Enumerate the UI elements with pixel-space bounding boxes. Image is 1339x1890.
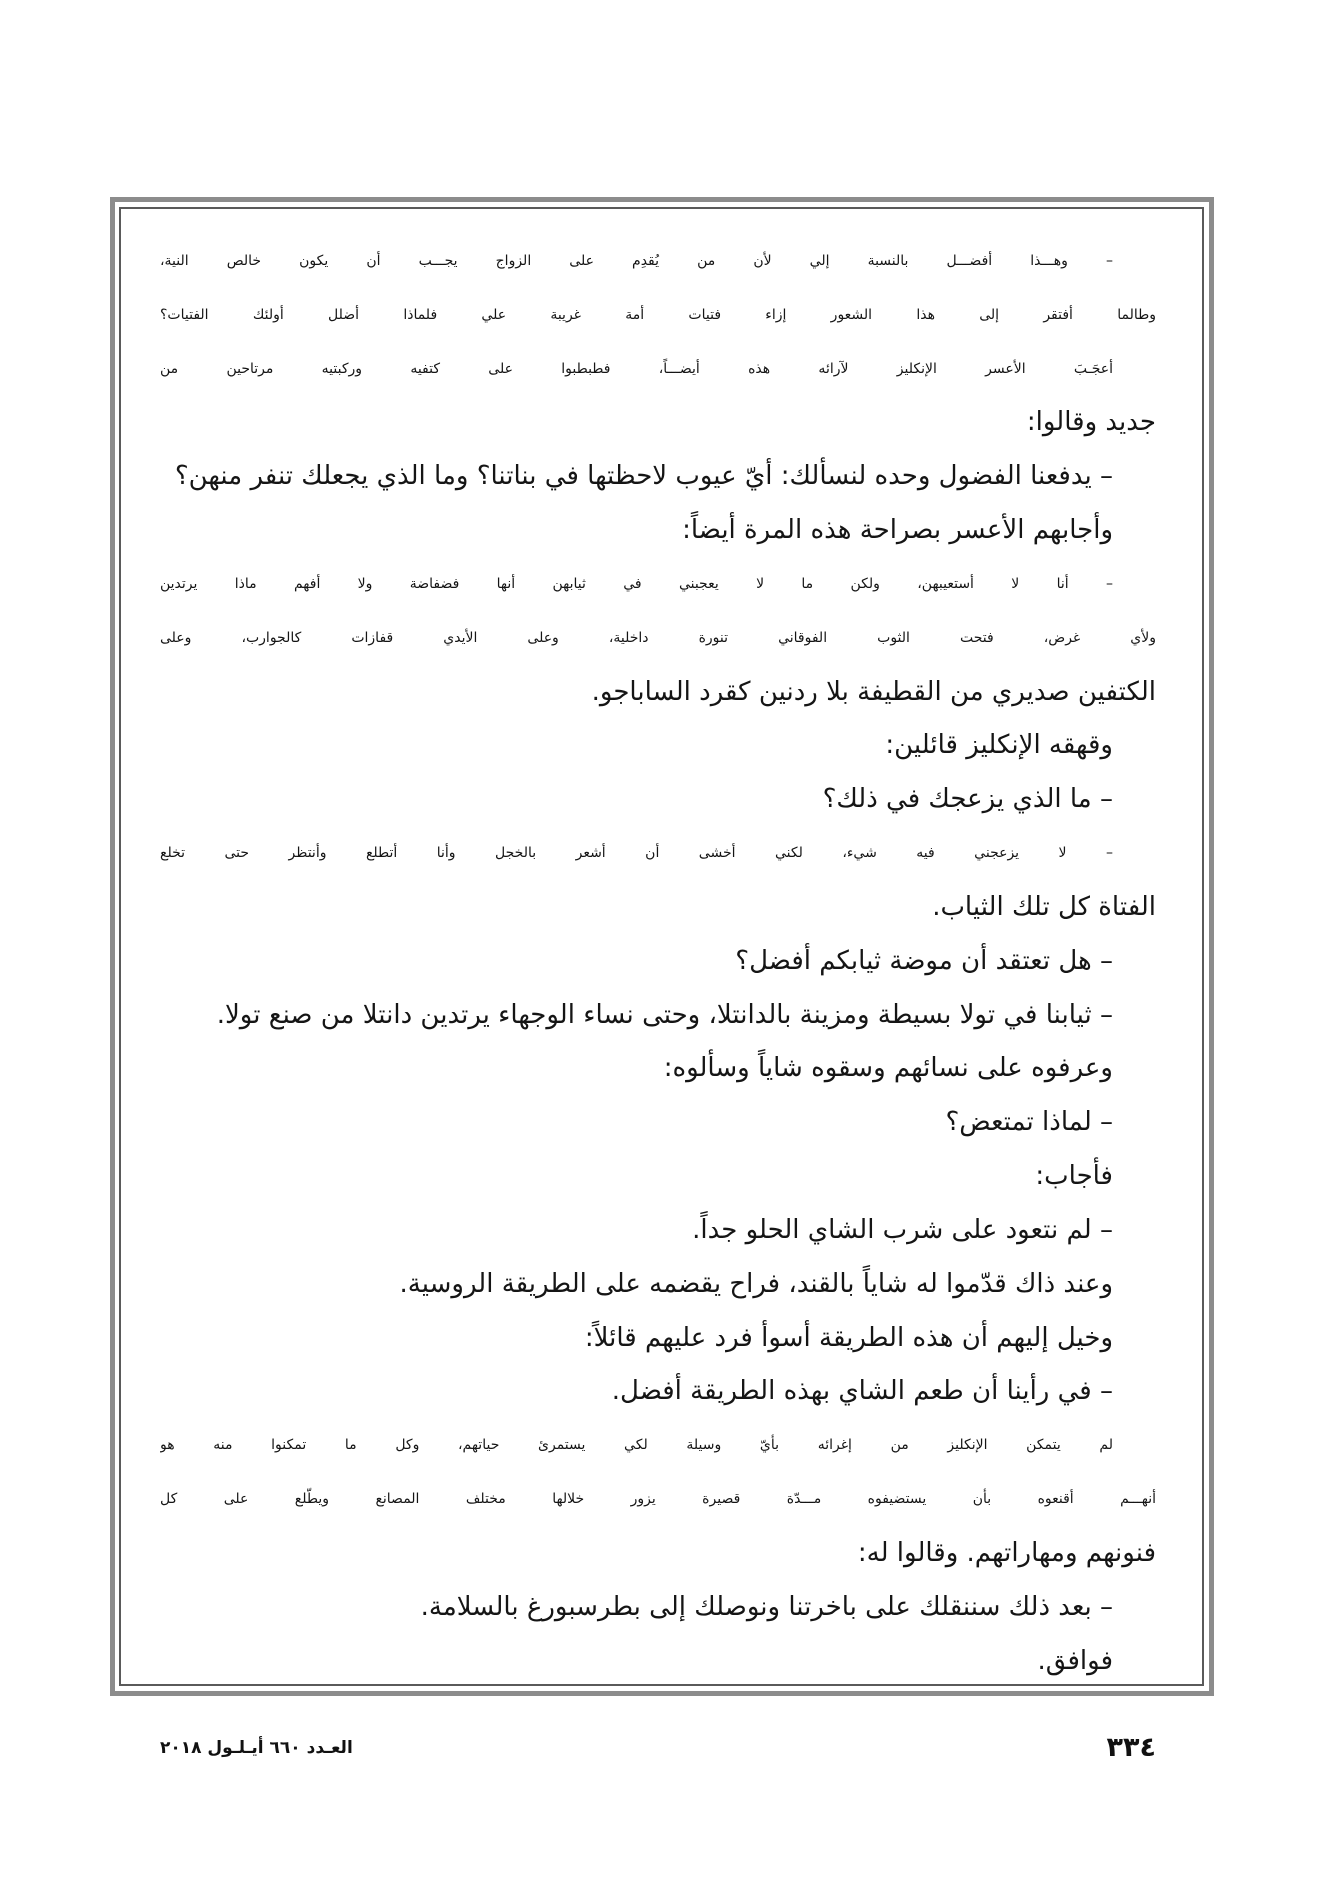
body-line-text: وعرفوه على نسائهم وسقوه شاياً وسألوه: (663, 1053, 1113, 1084)
article-body (160, 235, 1156, 1688)
body-line (160, 827, 1156, 881)
body-line (160, 1581, 1156, 1635)
body-line-text: فأجاب: (1035, 1161, 1113, 1192)
body-line (160, 396, 1156, 450)
body-line (160, 289, 1156, 343)
body-line-text: – يدفعنا الفضول وحده لنسألك: أيّ عيوب لاحظتها في بناتنا؟ وما الذي يجعلك تنفر منهن؟ (174, 461, 1113, 492)
body-line (160, 1527, 1156, 1581)
body-line-text: – ما الذي يزعجك في ذلك؟ (822, 784, 1113, 815)
body-line-text: فنونهم ومهاراتهم. وقالوا له: (857, 1537, 1156, 1568)
body-line (160, 1312, 1156, 1366)
body-line-text: وعند ذاك قدّموا له شاياً بالقند، فراح يقضمه على الطريقة الروسية. (399, 1268, 1113, 1299)
body-line-text: – ثيابنا في تولا بسيطة ومزينة بالدانتلا، وحتى نساء الوجهاء يرتدين دانتلا من صنع تولا. (216, 999, 1113, 1030)
body-line (160, 935, 1156, 989)
body-line (160, 1258, 1156, 1312)
body-line-text: – في رأينا أن طعم الشاي بهذه الطريقة أفضل. (611, 1376, 1113, 1407)
body-line (160, 773, 1156, 827)
body-line-text: – لا يزعجني فيه شيء، لكني أخشى أن أشعر بالخجل وأنا أتطلع وأنتظر حتى تخلع (160, 845, 1113, 862)
body-line-text: أنهـــم أقنعوه بأن يستضيفوه مـــدّة قصيرة يزور خلالها مختلف المصانع ويطّلع على كل (160, 1491, 1156, 1508)
body-line-text: – أنا لا أستعيبهن، ولكن ما لا يعجبني في ثيابهن أنها فضفاضة ولا أفهم ماذا يرتدين (160, 575, 1113, 592)
body-line (160, 1635, 1156, 1689)
body-line-text: أعجَـبَ الأعسر الإنكليز لآرائه هذه أيضـــاً، فطبطبوا على كتفيه وركبتيه مرتاحين من (160, 360, 1113, 377)
body-line (160, 612, 1156, 666)
body-line (160, 1150, 1156, 1204)
body-line-text: وأجابهم الأعسر بصراحة هذه المرة أيضاً: (682, 515, 1113, 546)
body-line (160, 719, 1156, 773)
page-number: ٣٣٤ (1106, 1732, 1156, 1763)
body-line-text: وخيل إليهم أن هذه الطريقة أسوأ فرد عليهم قائلاً: (584, 1322, 1113, 1353)
body-line (160, 1204, 1156, 1258)
body-line-text: – لماذا تمتعض؟ (945, 1107, 1113, 1138)
body-line-text: الفتاة كل تلك الثياب. (932, 891, 1156, 922)
issue-info: العـدد ٦٦٠ أيـلـول ٢٠١٨ (160, 1738, 353, 1758)
body-line-text: لم يتمكن الإنكليز من إغرائه بأيّ وسيلة لكي يستمرئ حياتهم، وكل ما تمكنوا منه هو (160, 1437, 1113, 1454)
body-line (160, 666, 1156, 720)
body-line-text: – هل تعتقد أن موضة ثيابكم أفضل؟ (735, 945, 1113, 976)
body-line-text: وطالما أفتقر إلى هذا الشعور إزاء فتيات أمة غريبة علي فلماذا أضلل أولئك الفتيات؟ (160, 306, 1156, 323)
body-line (160, 235, 1156, 289)
body-line (160, 989, 1156, 1043)
body-line-text: جديد وقالوا: (1026, 407, 1156, 438)
body-line-text: – لم نتعود على شرب الشاي الحلو جداً. (692, 1214, 1113, 1245)
body-line (160, 1042, 1156, 1096)
body-line (160, 450, 1156, 504)
body-line-text: – وهـــذا أفضـــل بالنسبة إلي لأن من يُقدِم على الزواج يجـــب أن يكون خالص النية، (160, 253, 1113, 269)
body-line (160, 343, 1156, 397)
body-line (160, 504, 1156, 558)
body-line (160, 1473, 1156, 1527)
body-line (160, 1419, 1156, 1473)
body-line-text: – بعد ذلك سننقلك على باخرتنا ونوصلك إلى بطرسبورغ بالسلامة. (420, 1591, 1113, 1622)
body-line (160, 558, 1156, 612)
body-line (160, 1096, 1156, 1150)
body-line (160, 1365, 1156, 1419)
body-line-text: وقهقه الإنكليز قائلين: (885, 730, 1113, 761)
body-line-text: ولأي غرض، فتحت الثوب الفوقاني تنورة داخلية، وعلى الأيدي قفازات كالجوارب، وعلى (160, 629, 1156, 646)
body-line (160, 881, 1156, 935)
body-line-text: الكتفين صديري من القطيفة بلا ردنين كقرد الساباجو. (591, 676, 1156, 707)
body-line-text: فوافق. (1037, 1645, 1113, 1676)
